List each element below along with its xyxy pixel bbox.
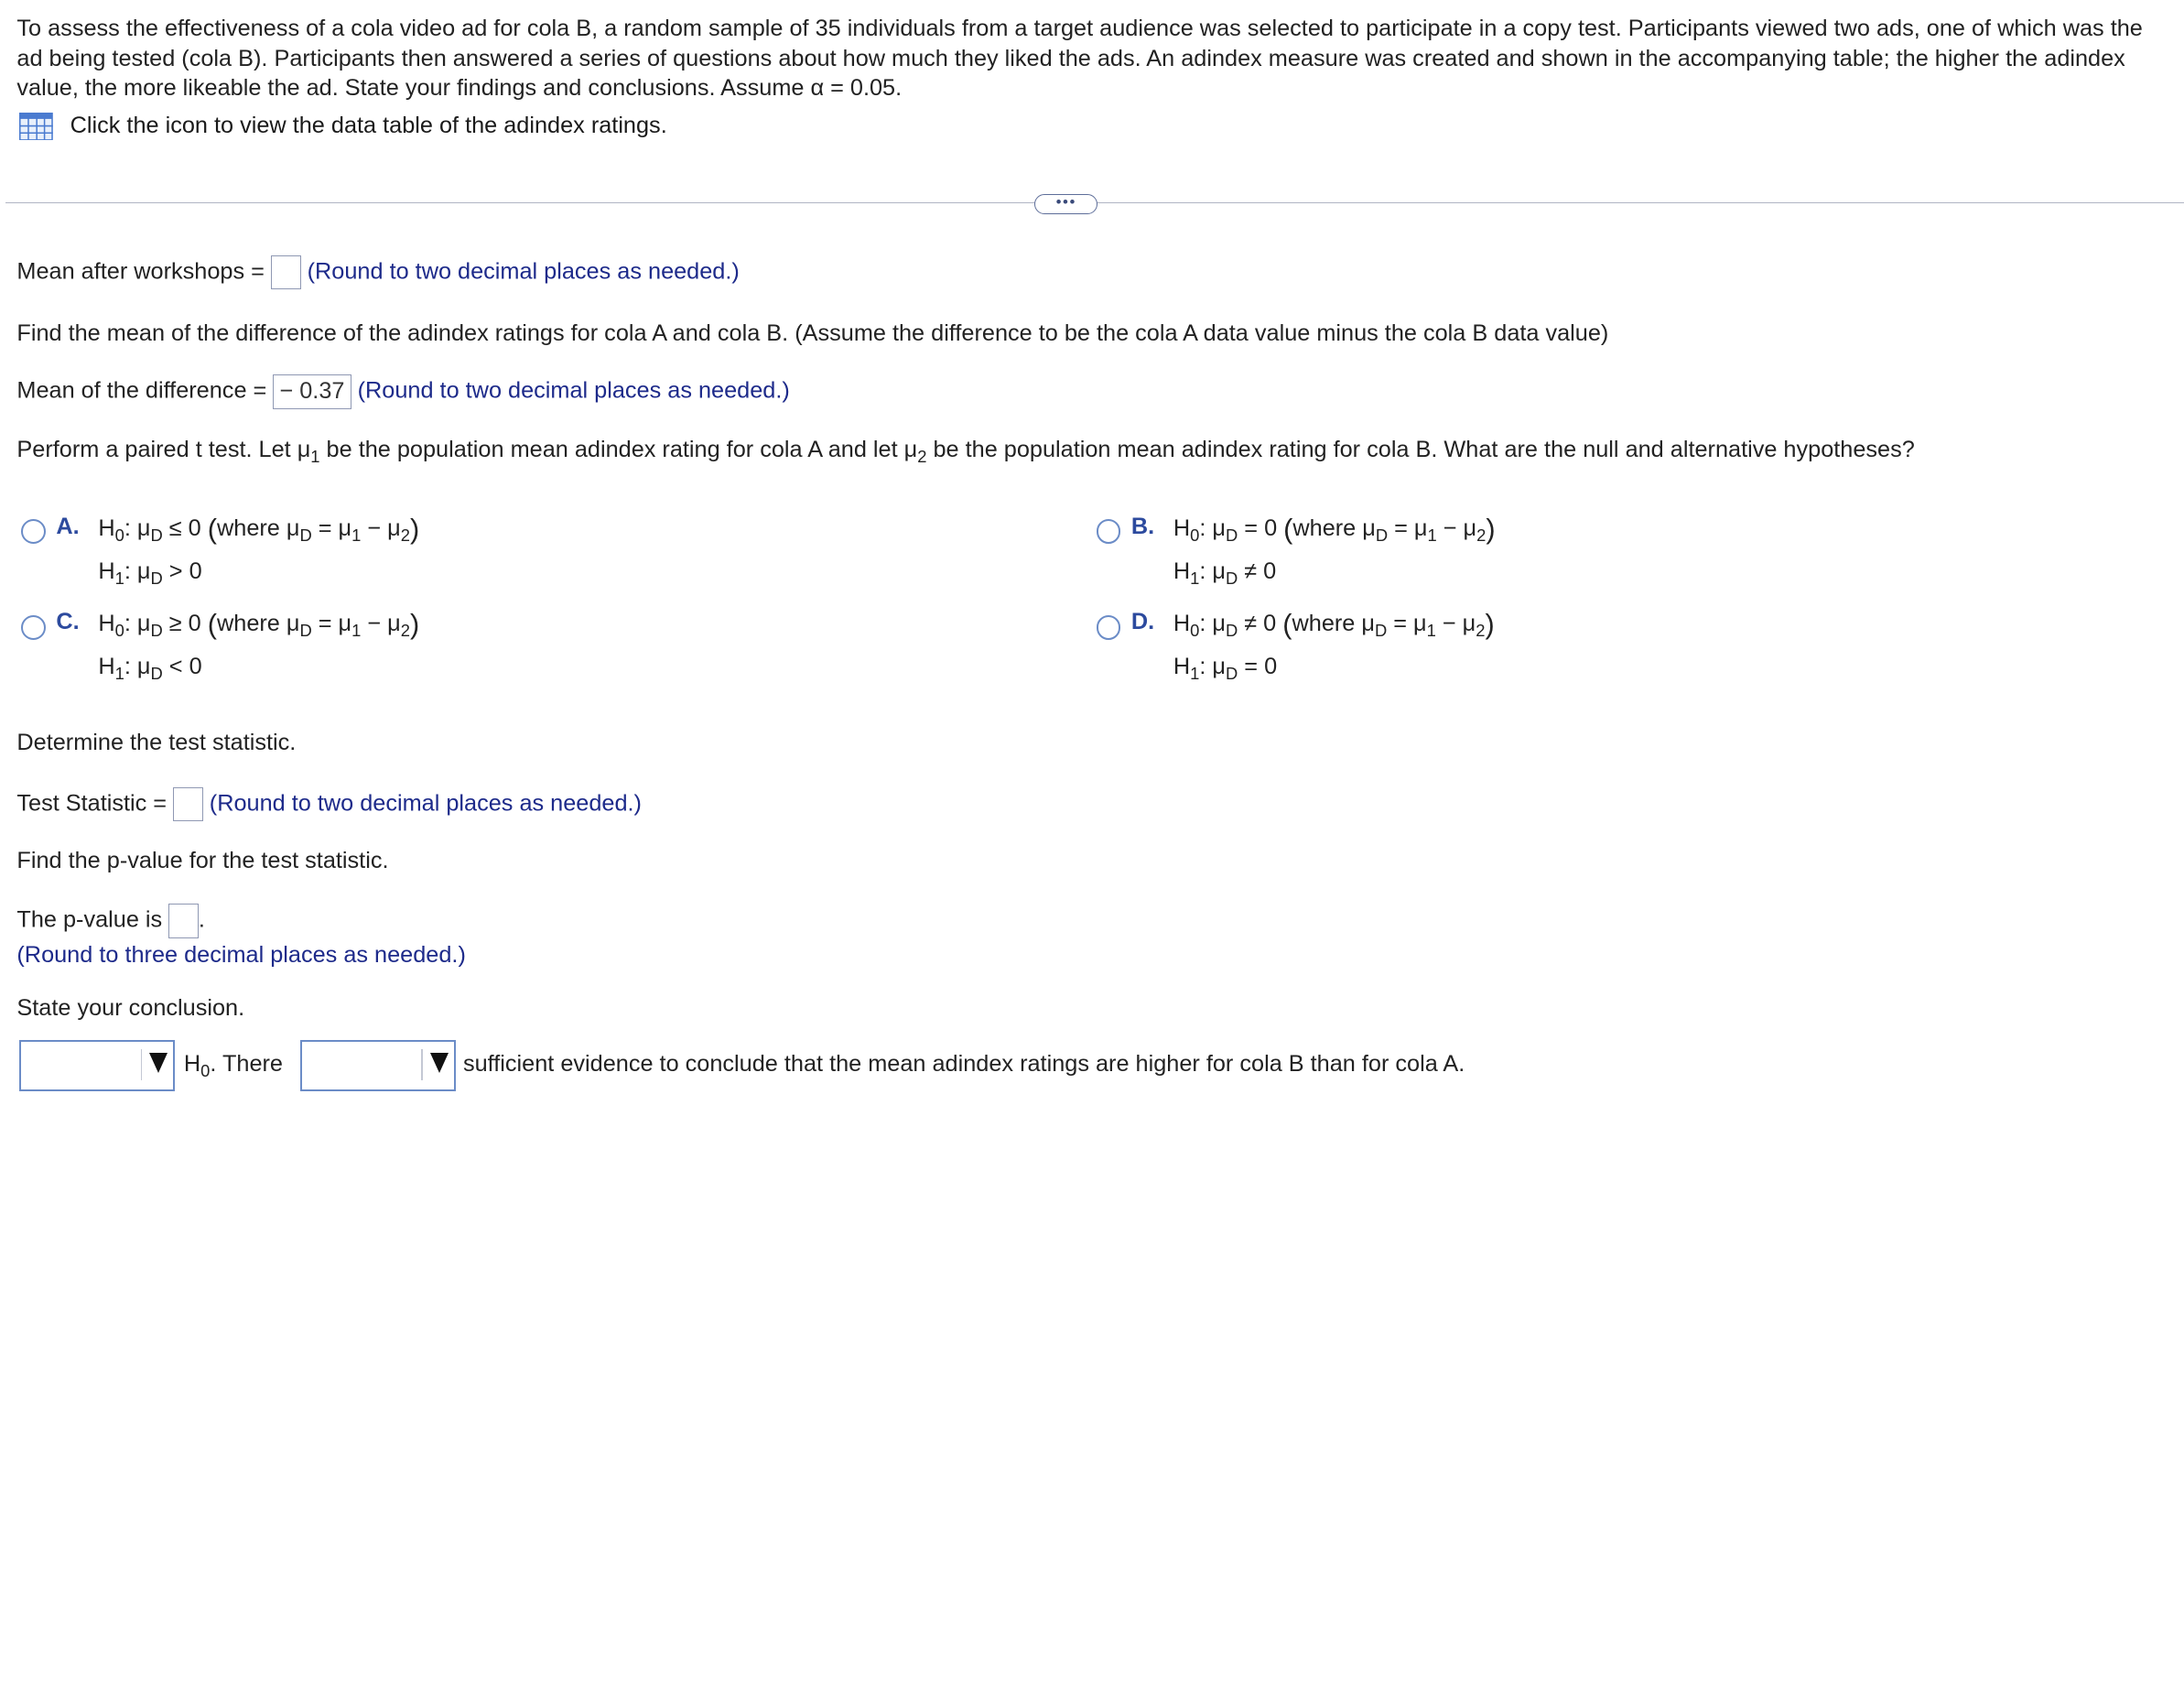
paired-text-2: be the population mean adindex rating for cola A and let μ: [319, 436, 918, 462]
option-radio[interactable]: [21, 615, 46, 640]
option-letter[interactable]: A.: [56, 514, 80, 540]
mean-after-label: Mean after workshops =: [16, 258, 265, 285]
dropdown-divider: [421, 1049, 423, 1080]
paired-text-3: be the population mean adindex rating for cola B. What are the null and alternative hypotheses?: [926, 436, 1915, 462]
option-null: $H_0$: $\mu_D \ne 0$ (where $\mu_D = \mu_1 - \mu_2$): [1173, 609, 1495, 641]
mean-after-row: [16, 255, 739, 289]
test-stat-input[interactable]: [173, 787, 203, 821]
option-hypotheses[interactable]: [1173, 606, 1495, 692]
option-letter[interactable]: D.: [1130, 609, 1155, 635]
test-stat-hint: (Round to two decimal places as needed.): [209, 790, 642, 817]
conclusion-h0: [184, 1051, 283, 1081]
option-alt: $H_1$: $\mu_D \ne 0$: [1173, 558, 1277, 589]
test-stat-row: [16, 787, 642, 821]
dropdown-arrow-icon[interactable]: [149, 1053, 168, 1073]
mean-diff-hint: (Round to two decimal places as needed.): [357, 377, 790, 404]
option-null: $H_0$: $\mu_D \ge 0$ (where $\mu_D = \mu_1 - \mu_2$): [98, 609, 420, 641]
h0-after: . There: [210, 1051, 283, 1078]
pvalue-prompt: Find the p-value for the test statistic.: [16, 848, 389, 874]
option-alt: $H_1$: $\mu_D < 0$: [98, 654, 202, 684]
mean-diff-label: Mean of the difference =: [16, 377, 267, 404]
option-hypotheses[interactable]: [98, 606, 419, 692]
conclusion-tail: sufficient evidence to conclude that the mean adindex ratings are higher for cola B than for cola A.: [462, 1051, 1465, 1078]
paired-sub-2: 2: [917, 446, 927, 466]
test-stat-prompt: Determine the test statistic.: [16, 730, 297, 756]
reject-dropdown[interactable]: [19, 1040, 175, 1091]
option-hypotheses[interactable]: [98, 511, 419, 597]
paired-test-prompt: [16, 437, 1914, 467]
difference-prompt: Find the mean of the difference of the adindex ratings for cola A and cola B. (Assume the difference to be the cola A data value minus the cola B data value): [16, 320, 1609, 346]
option-hypotheses[interactable]: [1173, 511, 1496, 597]
test-stat-label: Test Statistic =: [16, 790, 168, 817]
pvalue-label: The p-value is: [16, 906, 163, 933]
pvalue-period: .: [198, 906, 205, 933]
pvalue-row: [16, 904, 205, 937]
mean-diff-row: [16, 374, 789, 408]
option-null: $H_0$: $\mu_D \le 0$ (where $\mu_D = \mu_1 - \mu_2$): [98, 514, 420, 546]
data-table-link[interactable]: [19, 113, 666, 141]
h0-sub: 0: [200, 1061, 211, 1081]
option-radio[interactable]: [1097, 615, 1121, 640]
evidence-dropdown[interactable]: [300, 1040, 456, 1091]
option-alt: $H_1$: $\mu_D > 0$: [98, 558, 202, 589]
table-icon[interactable]: [19, 113, 53, 141]
data-table-link-text[interactable]: Click the icon to view the data table of the adindex ratings.: [70, 113, 667, 139]
more-button[interactable]: •••: [1034, 194, 1097, 214]
pvalue-hint: (Round to three decimal places as needed.): [16, 941, 466, 968]
option-radio[interactable]: [21, 519, 46, 544]
mean-after-input[interactable]: [271, 255, 301, 289]
option-letter[interactable]: C.: [56, 609, 80, 635]
paired-text-1: Perform a paired t test. Let μ: [16, 436, 311, 462]
paired-sub-1: 1: [310, 446, 320, 466]
conclusion-prompt: State your conclusion.: [16, 995, 245, 1022]
h0-letter: H: [183, 1051, 201, 1078]
pvalue-input[interactable]: [168, 904, 199, 937]
question-intro: To assess the effectiveness of a cola video ad for cola B, a random sample of 35 individuals from a target audience was selected to participate in a copy test. Participants viewed two ads, one of which was the ad being tested (cola B). Participants then answered a series of questions about how much they liked the ads. An adindex measure was created and shown in the accompanying table; the higher the adindex value, the more likeable the ad. State your findings and conclusions. Assume α = 0.05.: [16, 16, 2143, 101]
option-null: $H_0$: $\mu_D = 0$ (where $\mu_D = \mu_1 - \mu_2$): [1173, 514, 1496, 546]
option-alt: $H_1$: $\mu_D = 0$: [1173, 654, 1278, 684]
dropdown-divider: [141, 1049, 143, 1080]
mean-after-hint: (Round to two decimal places as needed.): [307, 258, 740, 285]
option-letter[interactable]: B.: [1130, 514, 1155, 540]
dropdown-arrow-icon[interactable]: [430, 1053, 449, 1073]
option-radio[interactable]: [1097, 519, 1121, 544]
mean-diff-input[interactable]: − 0.37: [273, 374, 351, 408]
